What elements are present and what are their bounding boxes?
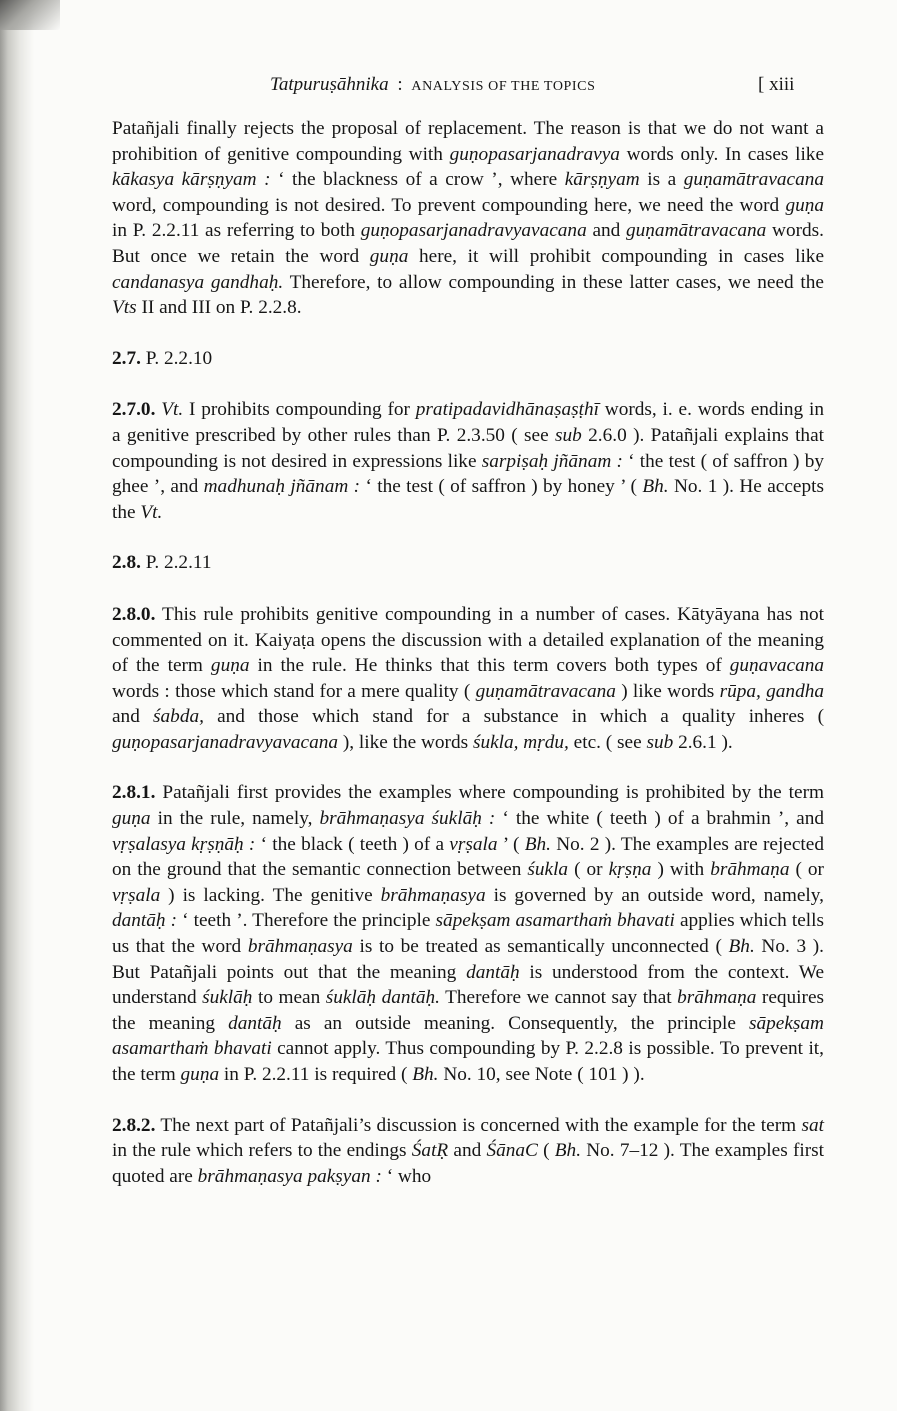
- italic-term: guṇa: [785, 194, 824, 216]
- text-run: No. 7–12 ). The examples first quoted are: [112, 1140, 825, 1187]
- text-run: as an outside meaning. Consequently, the principle: [281, 1012, 750, 1034]
- text-run: cannot apply. Thus compounding by P. 2.2.8 is possible. To prevent it, the term: [112, 1038, 824, 1085]
- text-run: words, i. e. words ending in a genitive prescribed by other rules than P. 2.3.50 ( see: [112, 399, 824, 446]
- italic-term: śuklāḥ: [202, 987, 253, 1009]
- italic-term: dantāḥ :: [112, 910, 178, 932]
- running-head-title: Tatpuruṣāhnika: [270, 74, 389, 95]
- text-run: II and III on P. 2.2.8.: [136, 297, 302, 319]
- text-run: is governed by an outside word, namely,: [485, 884, 824, 906]
- text-run: P. 2.2.11: [140, 552, 212, 574]
- text-run: ‘ the test ( of saffron ) by ghee ’, and: [112, 450, 824, 498]
- italic-term: rūpa, gandha: [719, 680, 824, 702]
- scan-edge-shadow: [0, 0, 34, 1411]
- italic-term: guṇopasarjanadravya: [449, 143, 620, 165]
- text-run: ) like words: [615, 680, 720, 702]
- italic-term: Bh.: [554, 1140, 582, 1162]
- section-number: 2.8.1.: [112, 782, 156, 804]
- italic-term: kṛṣṇa: [608, 859, 652, 881]
- text-run: is understood from the context. We understand: [112, 961, 824, 1009]
- italic-term: sāpekṣam asamarthaṁ bhavati: [435, 910, 675, 932]
- text-run: This rule prohibits genitive compounding in a number of cases. Kātyāyana has not commented on it. Kaiyaṭa opens the discussion with a detailed explanation of the meaning of the term: [112, 603, 824, 677]
- italic-term: vṛṣala: [112, 884, 161, 906]
- text-run: to mean: [252, 987, 326, 1009]
- text-run: applies which tells us that the word: [112, 910, 824, 958]
- italic-term: guṇavacana: [729, 655, 824, 677]
- italic-term: guṇa: [210, 655, 250, 677]
- text-run: requires the meaning: [112, 987, 825, 1034]
- italic-term: guṇamātravacana: [626, 220, 767, 242]
- page-body: [112, 116, 824, 1214]
- running-head-separator: :: [397, 74, 403, 95]
- text-run: in the rule, namely,: [150, 808, 320, 830]
- section-number: 2.8.2.: [112, 1114, 156, 1136]
- text-run: is to be treated as semantically unconnected (: [352, 936, 729, 958]
- italic-term: vṛṣalasya kṛṣṇāḥ :: [112, 833, 256, 855]
- paragraph: [112, 780, 824, 1087]
- scan-corner-shadow: [0, 0, 60, 30]
- section-number: 2.7.0.: [112, 399, 156, 421]
- text-run: etc. ( see: [568, 731, 647, 753]
- italic-term: kākasya kārṣṇyam :: [112, 169, 271, 191]
- page-number: [ xiii: [758, 74, 795, 95]
- text-run: and: [112, 706, 154, 728]
- italic-term: Vt.: [161, 399, 184, 421]
- text-run: 2.6.0 ). Patañjali explains that compounding is not desired in expressions like: [112, 424, 824, 472]
- italic-term: brāhmaṇa: [710, 859, 790, 881]
- text-run: and: [586, 220, 626, 242]
- section-heading: [112, 346, 824, 372]
- paragraph: [112, 602, 824, 756]
- text-run: here, it will prohibit compounding in cases like: [408, 245, 825, 267]
- paragraph: [112, 1113, 824, 1190]
- text-run: ’ (: [497, 833, 525, 855]
- paragraph: [112, 397, 824, 525]
- text-run: is a: [639, 169, 684, 191]
- section-number: 2.8.: [112, 552, 141, 574]
- italic-term: pratipadavidhānaṣaṣṭhī: [415, 399, 599, 421]
- text-run: Therefore we cannot say that: [439, 987, 678, 1009]
- italic-term: guṇa: [369, 245, 409, 267]
- text-run: words. But once we retain the word: [112, 220, 824, 267]
- text-run: I prohibits compounding for: [183, 399, 416, 421]
- text-run: words : those which stand for a mere quality (: [112, 680, 476, 702]
- text-run: ( or: [568, 859, 609, 881]
- italic-term: guṇamātravacana: [683, 169, 824, 191]
- italic-term: Bh.: [524, 833, 551, 855]
- italic-term: Vts: [112, 297, 137, 319]
- italic-term: candanasya gandhaḥ.: [112, 271, 284, 293]
- text-run: in the rule. He thinks that this term covers both types of: [249, 655, 730, 677]
- text-run: Therefore, to allow compounding in these latter cases, we need the: [283, 271, 824, 293]
- text-run: in P. 2.2.11 as referring to both: [112, 220, 361, 242]
- text-run: ‘ who: [381, 1165, 432, 1187]
- italic-term: guṇamātravacana: [475, 680, 616, 702]
- text-run: ‘ the blackness of a crow ’, where: [270, 169, 565, 191]
- italic-term: sub: [646, 731, 674, 753]
- text-run: ‘ teeth ’. Therefore the principle: [177, 910, 436, 932]
- italic-term: sāpekṣam asamarthaṁ bhavati: [112, 1012, 824, 1060]
- text-run: 2.6.1 ).: [673, 731, 733, 753]
- italic-term: brāhmaṇasya pakṣyan :: [197, 1165, 382, 1187]
- italic-term: sat: [801, 1114, 824, 1136]
- text-run: ) is lacking. The genitive: [160, 884, 381, 906]
- italic-term: ŚānaC: [486, 1140, 538, 1162]
- section-number: 2.8.0.: [112, 603, 156, 625]
- italic-term: śukla: [527, 859, 569, 881]
- running-head-subtitle: ANALYSIS OF THE TOPICS: [411, 79, 596, 94]
- paragraph: [112, 116, 824, 321]
- italic-term: guṇa: [112, 808, 151, 830]
- section-heading: [112, 550, 824, 576]
- text-run: and: [448, 1140, 487, 1162]
- italic-term: brāhmaṇasya: [380, 884, 486, 906]
- italic-term: sarpiṣaḥ jñānam :: [481, 450, 623, 472]
- italic-term: madhunaḥ jñānam :: [203, 476, 361, 498]
- italic-term: śabda,: [153, 706, 204, 728]
- text-run: P. 2.2.10: [140, 347, 213, 369]
- text-run: in P. 2.2.11 is required (: [219, 1064, 413, 1085]
- text-run: ‘ the test ( of saffron ) by honey ’ (: [360, 476, 643, 498]
- section-number: 2.7.: [112, 347, 141, 369]
- text-run: ), like the words: [338, 731, 473, 753]
- italic-term: dantāḥ: [228, 1012, 282, 1034]
- text-run: No. 2 ). The examples are rejected on the ground that the semantic connection between: [112, 833, 824, 881]
- text-run: words only. In cases like: [619, 143, 825, 165]
- text-run: in the rule which refers to the endings: [112, 1140, 412, 1162]
- italic-term: Bh.: [728, 936, 755, 958]
- text-run: No. 3 ). But Patañjali points out that the meaning: [112, 936, 824, 983]
- text-run: ( or: [789, 859, 824, 881]
- italic-term: brāhmaṇasya: [247, 936, 353, 958]
- italic-term: guṇopasarjanadravyavacana: [112, 731, 338, 753]
- italic-term: sub: [555, 424, 582, 446]
- text-run: No. 10, see Note ( 101 ) ).: [438, 1064, 645, 1085]
- italic-term: brāhmaṇasya śuklāḥ :: [319, 808, 496, 830]
- text-run: The next part of Patañjali’s discussion is concerned with the example for the term: [155, 1114, 802, 1136]
- text-run: and those which stand for a substance in which a quality inheres (: [203, 706, 824, 728]
- text-run: Patañjali finally rejects the proposal of replacement. The reason is that we do not want a prohibition of genitive compounding with: [112, 118, 824, 165]
- italic-term: Bh.: [642, 476, 669, 498]
- italic-term: vṛṣala: [449, 833, 498, 855]
- text-run: ‘ the black ( teeth ) of a: [255, 833, 450, 855]
- text-run: (: [537, 1140, 555, 1162]
- text-run: word, compounding is not desired. To prevent compounding here, we need the word: [112, 194, 786, 216]
- italic-term: ŚatṚ: [411, 1140, 449, 1162]
- italic-term: Vt.: [140, 501, 163, 523]
- italic-term: śukla, mṛdu,: [472, 731, 569, 753]
- italic-term: guṇopasarjanadravyavacana: [360, 220, 587, 242]
- italic-term: brāhmaṇa: [677, 987, 757, 1009]
- text-run: No. 1 ). He accepts the: [112, 476, 824, 523]
- text-run: ) with: [651, 859, 711, 881]
- italic-term: kārṣṇyam: [564, 169, 640, 191]
- running-head: [270, 74, 810, 100]
- italic-term: dantāḥ: [466, 961, 520, 983]
- italic-term: Bh.: [412, 1064, 439, 1085]
- text-run: ‘ the white ( teeth ) of a brahmin ’, and: [495, 808, 824, 830]
- italic-term: guṇa: [180, 1064, 220, 1085]
- text-run: Patañjali first provides the examples where compounding is prohibited by the term: [155, 782, 824, 804]
- italic-term: śuklāḥ dantāḥ.: [325, 987, 440, 1009]
